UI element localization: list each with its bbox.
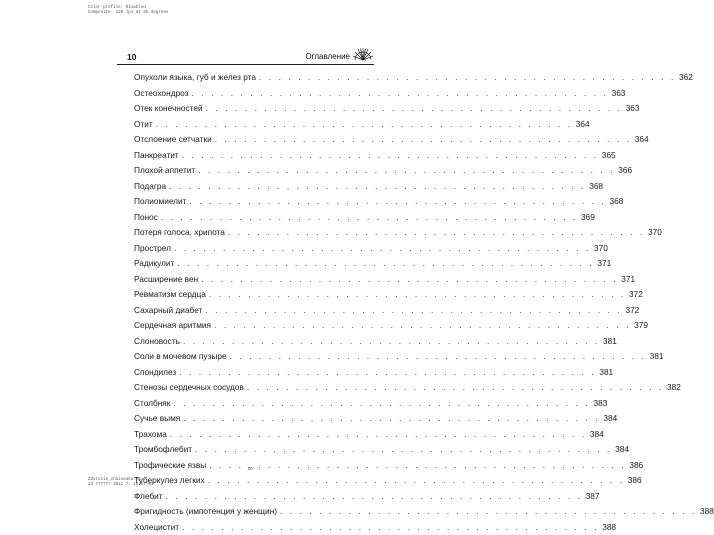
timestamp-text: 24 ?????? 2011 ?. 19:57:03 bbox=[88, 483, 153, 487]
toc-leader-dots bbox=[174, 241, 591, 257]
toc-entry bbox=[134, 520, 357, 535]
header-rule bbox=[117, 64, 374, 65]
toc-leader-dots bbox=[247, 380, 664, 396]
toc-entry-label: Отит bbox=[134, 117, 153, 133]
toc-entry-label: Соли в мочевом пузыре bbox=[134, 349, 227, 365]
toc-entry-page: 365 bbox=[602, 148, 616, 164]
toc-leader-dots bbox=[183, 334, 600, 350]
toc-entry-page: 363 bbox=[611, 86, 625, 102]
toc-entry bbox=[134, 241, 357, 257]
toc-leader-dots bbox=[206, 101, 623, 117]
toc-entry bbox=[134, 473, 357, 489]
toc-entry bbox=[134, 303, 357, 319]
toc-entry-page: 381 bbox=[599, 365, 613, 381]
toc-leader-dots bbox=[209, 287, 626, 303]
toc-entry-page: 388 bbox=[700, 504, 714, 520]
toc-entry-label: Трахома bbox=[134, 427, 167, 443]
toc-entry bbox=[134, 148, 357, 164]
toc-leader-dots bbox=[205, 303, 622, 319]
toc-leader-dots bbox=[201, 272, 618, 288]
toc-entry-page: 381 bbox=[650, 349, 664, 365]
section-title: Оглавление bbox=[305, 52, 350, 61]
toc-entry-page: 371 bbox=[621, 272, 635, 288]
toc-leader-dots bbox=[173, 396, 590, 412]
toc-entry-label: Холецистит bbox=[134, 520, 179, 535]
print-meta-bottom bbox=[88, 478, 153, 488]
toc-leader-dots bbox=[214, 318, 631, 334]
toc-entry-page: 382 bbox=[667, 380, 681, 396]
toc-leader-dots bbox=[182, 520, 599, 535]
toc-entry-label: Ревматизм сердца bbox=[134, 287, 206, 303]
toc-entry bbox=[134, 489, 357, 505]
toc-leader-dots bbox=[230, 349, 647, 365]
toc-entry-page: 387 bbox=[586, 489, 600, 505]
toc-entry-page: 383 bbox=[593, 396, 607, 412]
toc-entry-page: 368 bbox=[589, 179, 603, 195]
print-meta-top bbox=[88, 6, 168, 16]
radiating-rays-icon bbox=[352, 45, 374, 61]
toc-leader-dots bbox=[198, 163, 615, 179]
toc-entry-page: 369 bbox=[581, 210, 595, 226]
toc-entry bbox=[134, 318, 357, 334]
toc-leader-dots bbox=[169, 179, 586, 195]
toc-leader-dots bbox=[182, 148, 599, 164]
toc-entry-label: Радикулит bbox=[134, 256, 174, 272]
page-header bbox=[117, 51, 374, 63]
toc-entry-label: Сучье вымя bbox=[134, 411, 180, 427]
toc-entry bbox=[134, 380, 357, 396]
toc-entry-label: Фригидность (импотенция у женщин) bbox=[134, 504, 277, 520]
toc-leader-dots bbox=[215, 132, 632, 148]
toc-entry-label: Панкреатит bbox=[134, 148, 179, 164]
toc-leader-dots bbox=[170, 427, 587, 443]
toc-entry-label: Туберкулез легких bbox=[134, 473, 205, 489]
toc-entry-page: 364 bbox=[635, 132, 649, 148]
toc-entry-label: Слоновость bbox=[134, 334, 180, 350]
toc-entry-page: 386 bbox=[629, 458, 643, 474]
toc-entry-page: 384 bbox=[615, 442, 629, 458]
toc-entry-page: 370 bbox=[594, 241, 608, 257]
toc-entry-label: Стенозы сердечных сосудов bbox=[134, 380, 244, 396]
toc-leader-dots bbox=[189, 194, 606, 210]
toc-entry bbox=[134, 396, 357, 412]
toc-entry bbox=[134, 70, 357, 86]
toc-entry bbox=[134, 101, 357, 117]
toc-entry-page: 379 bbox=[634, 318, 648, 334]
toc-entry bbox=[134, 179, 357, 195]
toc-entry-label: Сердечная аритмия bbox=[134, 318, 211, 334]
toc-entry-label: Потеря голоса, хрипота bbox=[134, 225, 225, 241]
toc-entry bbox=[134, 365, 357, 381]
toc-entry-label: Флебит bbox=[134, 489, 163, 505]
toc-entry bbox=[134, 132, 357, 148]
toc-entry-label: Понос bbox=[134, 210, 158, 226]
toc-entry bbox=[134, 427, 357, 443]
header-page-number: 10 bbox=[127, 52, 136, 62]
toc-leader-dots bbox=[177, 256, 594, 272]
toc-entry-page: 386 bbox=[628, 473, 642, 489]
toc-entry bbox=[134, 504, 357, 520]
toc-entry-page: 384 bbox=[590, 427, 604, 443]
toc-leader-dots bbox=[228, 225, 645, 241]
toc-entry-page: 372 bbox=[625, 303, 639, 319]
toc-entry bbox=[134, 225, 357, 241]
toc-entry bbox=[134, 287, 357, 303]
toc-entry-label: Полиомиелит bbox=[134, 194, 186, 210]
toc-entry-label: Отек конечностей bbox=[134, 101, 203, 117]
toc-entry-page: 381 bbox=[603, 334, 617, 350]
toc-entry-page: 363 bbox=[626, 101, 640, 117]
color-profile-text: Color profile: Disabled bbox=[88, 6, 146, 10]
toc-leader-dots bbox=[179, 365, 596, 381]
toc-entry-label: Плохой аппетит bbox=[134, 163, 195, 179]
file-name-text: Zdorovie_chaiseaka.vp bbox=[88, 478, 141, 482]
toc-entry bbox=[134, 411, 357, 427]
toc-leader-dots bbox=[161, 210, 578, 226]
toc-leader-dots bbox=[208, 473, 625, 489]
toc-entry-label: Трофические язвы bbox=[134, 458, 206, 474]
toc-entry-label: Отслоение сетчатки bbox=[134, 132, 212, 148]
toc-entry-page: 364 bbox=[576, 117, 590, 133]
toc-entry-label: Сахарный диабет bbox=[134, 303, 202, 319]
toc-entry bbox=[134, 272, 357, 288]
toc-entry-label: Подагра bbox=[134, 179, 166, 195]
toc-entry-label: Прострел bbox=[134, 241, 171, 257]
toc-entry-label: Расширение вен bbox=[134, 272, 198, 288]
toc-entry-label: Опухоли языка, губ и желез рта bbox=[134, 70, 256, 86]
toc-entry-page: 366 bbox=[618, 163, 632, 179]
toc-leader-dots bbox=[166, 489, 583, 505]
toc-entry bbox=[134, 163, 357, 179]
toc-leader-dots bbox=[191, 86, 608, 102]
toc-entry-page: 362 bbox=[679, 70, 693, 86]
toc-entry bbox=[134, 117, 357, 133]
toc-leader-dots bbox=[156, 117, 573, 133]
toc-leader-dots bbox=[183, 411, 600, 427]
toc-entry-page: 371 bbox=[597, 256, 611, 272]
toc-entry-label: Спондилез bbox=[134, 365, 176, 381]
toc-entry-label: Тромбофлебит bbox=[134, 442, 192, 458]
toc-entry bbox=[134, 334, 357, 350]
toc-entry bbox=[134, 194, 357, 210]
toc-entry bbox=[134, 210, 357, 226]
footer-page-number: 10 bbox=[0, 466, 500, 471]
toc-leader-dots bbox=[195, 442, 612, 458]
toc-entry-label: Столбняк bbox=[134, 396, 170, 412]
composite-text: Composite 120 lpi at 45 degrees bbox=[88, 11, 168, 15]
toc-entry-page: 384 bbox=[603, 411, 617, 427]
toc-entry bbox=[134, 442, 357, 458]
toc-entry-page: 388 bbox=[602, 520, 616, 535]
toc-entry-page: 368 bbox=[609, 194, 623, 210]
toc-entry-page: 370 bbox=[648, 225, 662, 241]
toc-entry bbox=[134, 349, 357, 365]
toc-entry-label: Остеохондроз bbox=[134, 86, 188, 102]
toc-entry bbox=[134, 256, 357, 272]
toc-leader-dots bbox=[259, 70, 676, 86]
toc-entry bbox=[134, 86, 357, 102]
toc-leader-dots bbox=[280, 504, 697, 520]
toc-entry-page: 372 bbox=[629, 287, 643, 303]
